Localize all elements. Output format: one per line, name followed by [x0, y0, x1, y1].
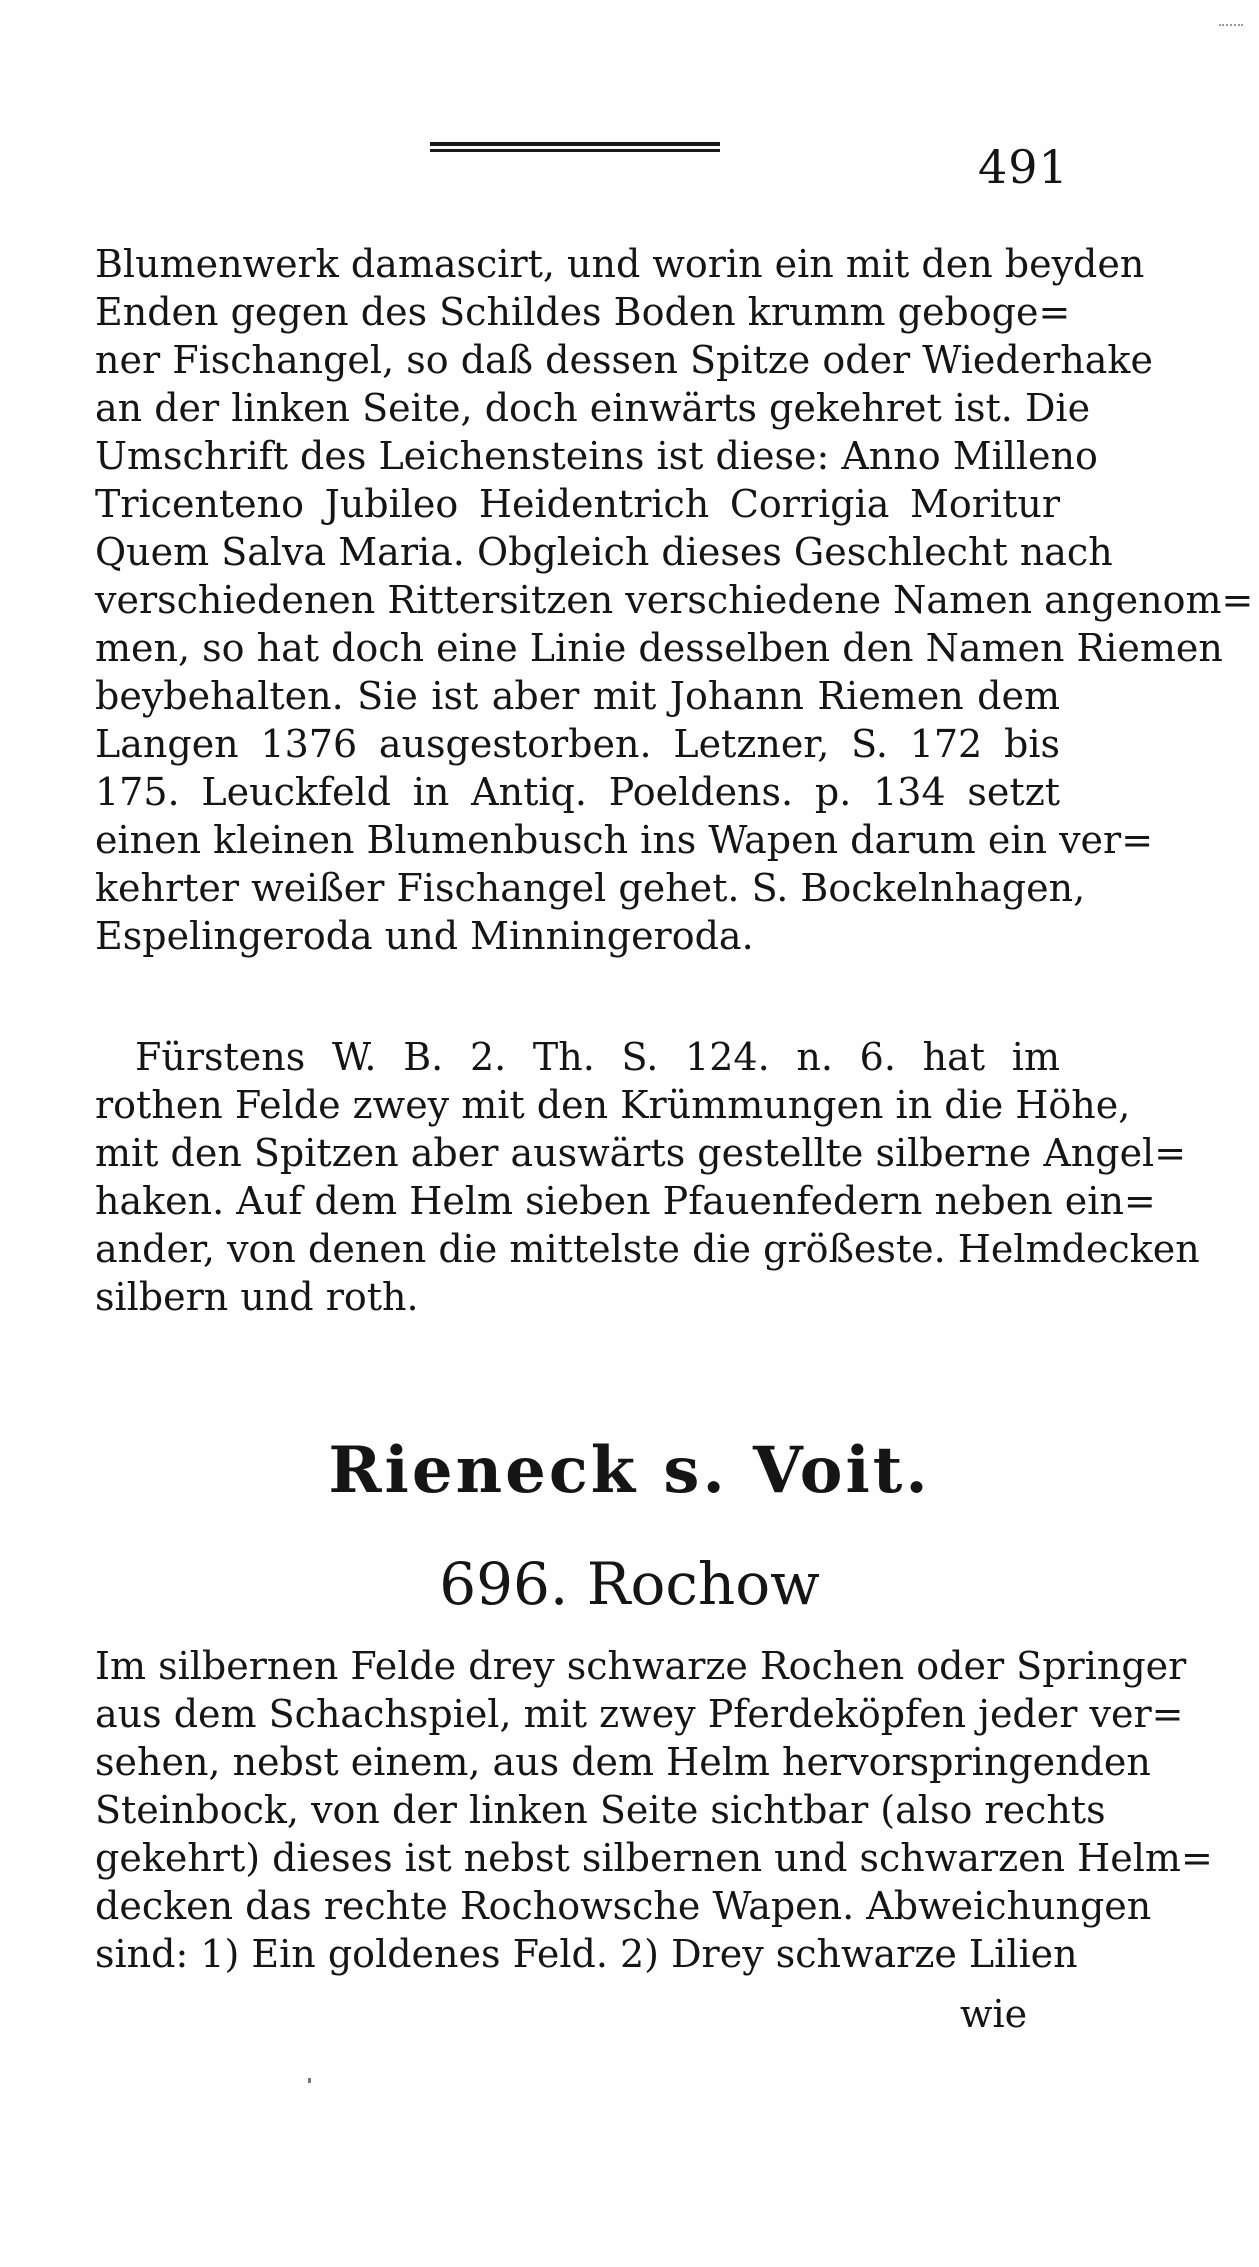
paragraph-riemen-continuation	[95, 240, 1254, 960]
text-line: ner Fischangel, so daß dessen Spitze oder Wiederhake	[95, 338, 1153, 382]
text-line: Steinbock, von der linken Seite sichtbar (also rechts	[95, 1788, 1106, 1832]
text-line: Quem Salva Maria. Obgleich dieses Geschlecht nach	[95, 530, 1113, 574]
text-line: einen kleinen Blumenbusch ins Wapen darum ein ver=	[95, 818, 1154, 862]
paragraph-fuerstens	[95, 1033, 1200, 1321]
text-line: haken. Auf dem Helm sieben Pfauenfedern neben ein=	[95, 1179, 1156, 1223]
text-line: rothen Felde zwey mit den Krümmungen in die Höhe,	[95, 1083, 1131, 1127]
paragraph-rochow	[95, 1642, 1213, 1978]
text-line: silbern und roth.	[95, 1275, 419, 1319]
text-line: Umschrift des Leichensteins ist diese: Anno Milleno	[95, 434, 1098, 478]
catchword: wie	[960, 1992, 1028, 2036]
header-rule-top-bar	[430, 142, 720, 146]
text-line: gekehrt) dieses ist nebst silbernen und schwarzen Helm=	[95, 1836, 1213, 1880]
text-line: sind: 1) Ein goldenes Feld. 2) Drey schwarze Lilien	[95, 1932, 1078, 1976]
text-line: decken das rechte Rochowsche Wapen. Abweichungen	[95, 1884, 1152, 1928]
text-line: men, so hat doch eine Linie desselben den Namen Riemen	[95, 626, 1223, 670]
text-line: ander, von denen die mittelste die größeste. Helmdecken	[95, 1227, 1200, 1271]
text-line: Blumenwerk damascirt, und worin ein mit den beyden	[95, 242, 1145, 286]
cross-reference-heading: Rieneck s. Voit.	[328, 1433, 931, 1508]
text-line: mit den Spitzen aber auswärts gestellte silberne Angel=	[95, 1131, 1187, 1175]
text-line: 175. Leuckfeld in Antiq. Poeldens. p. 134 setzt	[95, 770, 1060, 814]
text-line: sehen, nebst einem, aus dem Helm hervorspringenden	[95, 1740, 1151, 1784]
text-line: verschiedenen Rittersitzen verschiedene Namen angenom=	[95, 578, 1254, 622]
text-line: aus dem Schachspiel, mit zwey Pferdeköpfen jeder ver=	[95, 1692, 1184, 1736]
text-line: Enden gegen des Schildes Boden krumm geboge=	[95, 290, 1071, 334]
text-line: Tricenteno Jubileo Heidentrich Corrigia Moritur	[95, 482, 1060, 526]
header-rule-bottom-bar	[430, 149, 720, 152]
text-line: an der linken Seite, doch einwärts gekehret ist. Die	[95, 386, 1091, 430]
corner-speck	[1219, 24, 1243, 32]
text-line: Im silbernen Felde drey schwarze Rochen oder Springer	[95, 1644, 1187, 1688]
header-rule	[430, 142, 720, 154]
text-line: beybehalten. Sie ist aber mit Johann Riemen dem	[95, 674, 1060, 718]
text-line: kehrter weißer Fischangel gehet. S. Bockelnhagen,	[95, 866, 1086, 910]
ink-speck	[308, 2078, 311, 2083]
entry-heading: 696. Rochow	[439, 1550, 820, 1618]
text-line: Fürstens W. B. 2. Th. S. 124. n. 6. hat im	[135, 1035, 1060, 1079]
text-line: Espelingeroda und Minningeroda.	[95, 914, 754, 958]
page-number: 491	[978, 140, 1069, 194]
text-line: Langen 1376 ausgestorben. Letzner, S. 172 bis	[95, 722, 1060, 766]
